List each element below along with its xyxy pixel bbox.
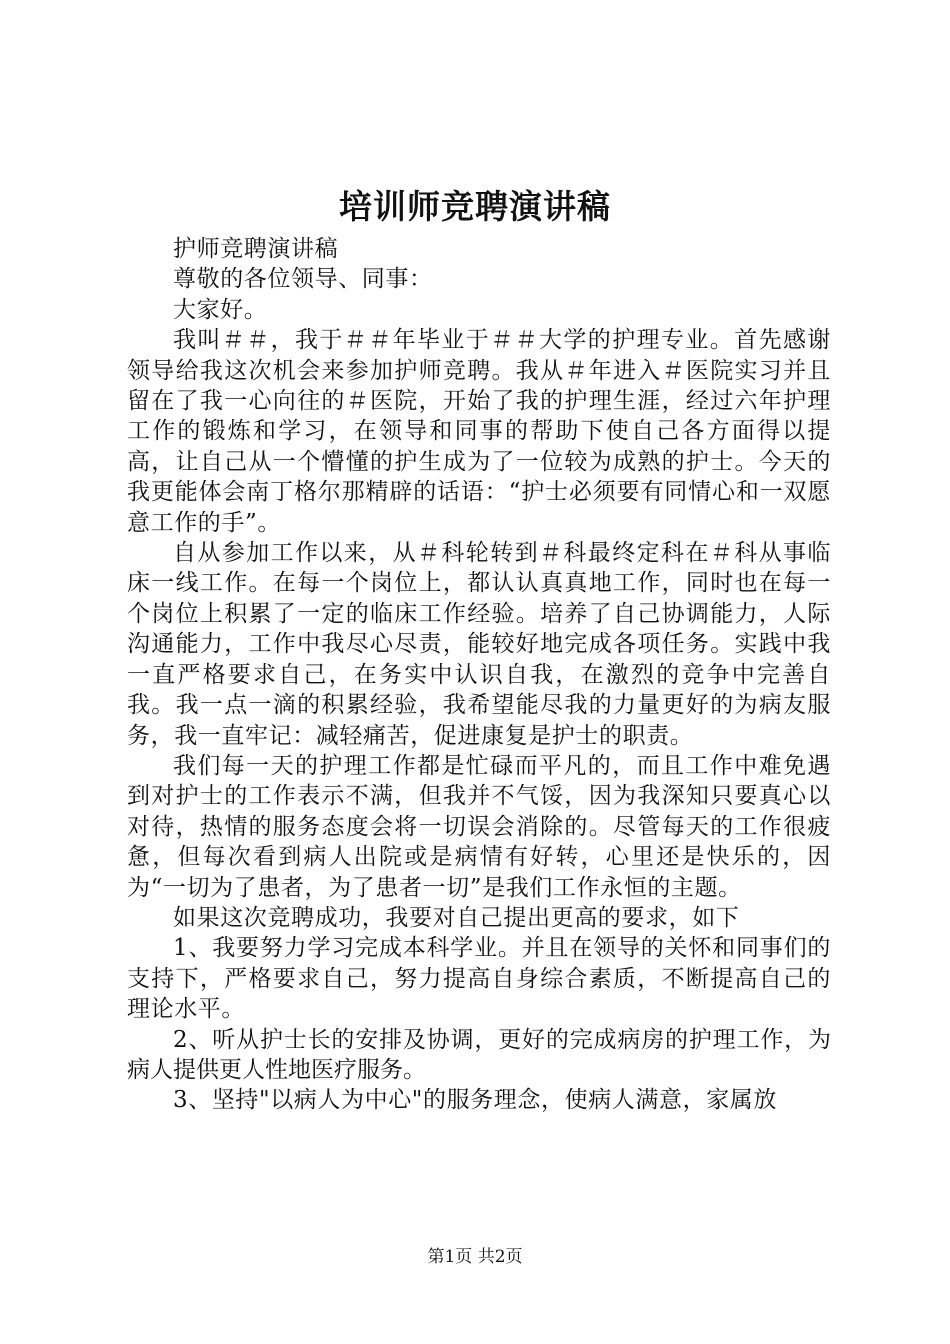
- document-title: 培训师竞聘演讲稿: [339, 187, 611, 226]
- paragraph-goal-1: 1、我要努力学习完成本科学业。并且在领导的关怀和同事们的支持下，严格要求自己，努力提高自身综合素质，不断提高自己的理论水平。: [127, 935, 831, 1023]
- paragraph-goal-3: 3、坚持"以病人为中心"的服务理念，使病人满意，家属放: [173, 1087, 777, 1114]
- page-footer: 第1页 共2页: [427, 1247, 523, 1267]
- paragraph-greeting: 大家好。: [173, 296, 268, 323]
- paragraph-goals-intro: 如果这次竞聘成功，我要对自己提出更高的要求，如下: [173, 904, 740, 931]
- document-body: [127, 234, 831, 1116]
- paragraph-salutation: 尊敬的各位领导、同事：: [173, 266, 433, 293]
- paragraph-subtitle: 护师竞聘演讲稿: [173, 236, 339, 262]
- paragraph-work-experience: 自从参加工作以来，从＃科轮转到＃科最终定科在＃科从事临床一线工作。在每一个岗位上，都认认真真地工作，同时也在每一个岗位上积累了一定的临床工作经验。培养了自己协调能力，人际沟通能力，工作中我尽心尽责，能较好地完成各项任务。实践中我一直严格要求自己，在务实中认识自我，在激烈的竞争中完善自我。我一点一滴的积累经验，我希望能尽我的力量更好的为病友服务，我一直牢记：减轻痛苦，促进康复是护士的职责。: [127, 540, 831, 749]
- paragraph-introduction: 我叫＃＃，我于＃＃年毕业于＃＃大学的护理专业。首先感谢领导给我这次机会来参加护师竞聘。我从＃年进入＃医院实习并且留在了我一心向往的＃医院，开始了我的护理生涯，经过六年护理工作的锻炼和学习，在领导和同事的帮助下使自己各方面得以提高，让自己从一个懵懂的护生成为了一位较为成熟的护士。今天的我更能体会南丁格尔那精辟的话语：“护士必须要有同情心和一双愿意工作的手”。: [127, 327, 831, 536]
- paragraph-goal-2: 2、听从护士长的安排及协调，更好的完成病房的护理工作，为病人提供更人性地医疗服务。: [127, 1026, 831, 1083]
- paragraph-daily-work: 我们每一天的护理工作都是忙碌而平凡的，而且工作中难免遇到对护士的工作表示不满，但我并不气馁，因为我深知只要真心以对待，热情的服务态度会将一切误会消除的。尽管每天的工作很疲惫，但每次看到病人出院或是病情有好转，心里还是快乐的，因为“一切为了患者，为了患者一切”是我们工作永恒的主题。: [127, 752, 831, 901]
